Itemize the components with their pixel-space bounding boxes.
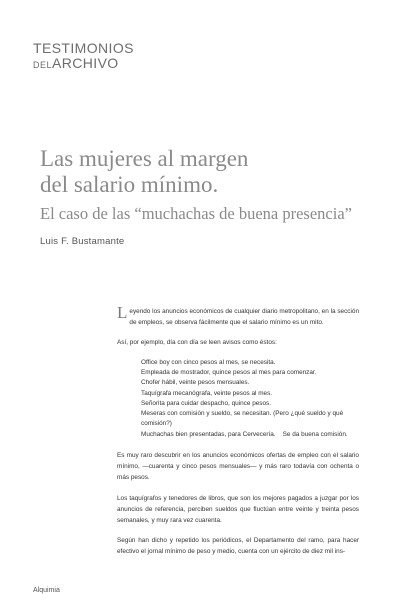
ad-item: Office boy con cinco pesos al mes, se necesita. (141, 358, 276, 366)
classified-ads-list (141, 358, 359, 440)
paragraph-3: Es muy raro descubrir en los anuncios económicos ofertas de empleo con el salario mínimo, —cuarenta y cinco pesos mensuales— y más raro todavía con ochenta o más pesos. (117, 451, 359, 482)
paragraph-1 (117, 303, 359, 328)
author-name: Luis F. Bustamante (40, 236, 125, 247)
section-line-2-small: DEL (33, 60, 53, 70)
article-subtitle: El caso de las “muchachas de buena presencia” (40, 204, 352, 223)
ad-item: Taquígrafa mecanógrafa, veinte pesos al mes. (141, 389, 273, 397)
article-title (40, 146, 248, 198)
ad-item: Meseras con comisión y sueldo, se necesitan. (Pero ¿qué sueldo y qué comisión?) (141, 410, 344, 428)
paragraph-1-text: eyendo los anuncios económicos de cualquier diario metropolitano, en la sección de empleos, se observa fácilmente que el salario mínimo es un mito. (129, 308, 359, 327)
footer-publication-name: Alquimia (33, 587, 60, 594)
ad-item-last (141, 430, 359, 440)
paragraph-4: Los taquígrafos y tenedores de libros, que son los mejores pagados a juzgar por los anuncios de referencia, perciben sueldos que fluctúan entre veinte y treinta pesos semanales, y muy rara vez cuarenta. (117, 494, 359, 524)
ad-item-tail: Se da buena comisión. (282, 430, 348, 438)
ad-item: Chofer hábil, veinte pesos mensuales. (141, 379, 250, 387)
title-line-1: Las mujeres al margen (40, 146, 249, 171)
paragraph-2: Así, por ejemplo, día con día se leen avisos como éstos: (117, 339, 277, 347)
section-line-2-large: ARCHIVO (52, 55, 119, 71)
section-line-2 (33, 55, 134, 73)
paragraph-5: Según han dicho y repetido los periódicos, el Departamento del ramo, para hacer efectivo el jornal mínimo de peso y medio, cuenta con un ejército de diez mil ins- (117, 537, 359, 556)
section-line-1: TESTIMONIOS (33, 40, 134, 56)
title-line-2: del salario mínimo. (40, 172, 219, 197)
section-mark (33, 41, 134, 73)
ad-item: Empleada de mostrador, quince pesos al mes para comenzar. (141, 368, 317, 376)
ad-item-text: Muchachas bien presentadas, para Cervecería. (141, 430, 276, 438)
ad-item: Señorita para cuidar despacho, quince pesos. (141, 399, 272, 407)
article-body (117, 303, 359, 567)
drop-cap: L (117, 303, 128, 322)
